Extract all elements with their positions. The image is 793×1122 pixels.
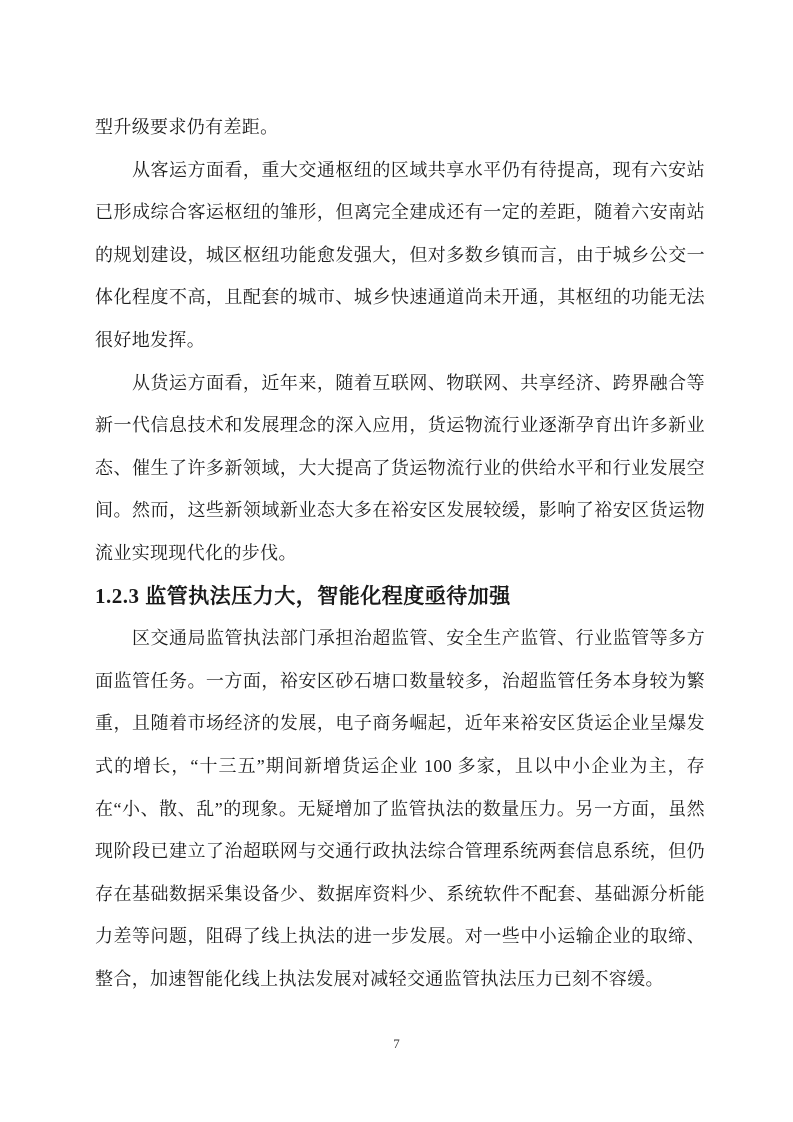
paragraph-freight-transport: 从货运方面看，近年来，随着互联网、物联网、共享经济、跨界融合等新一代信息技术和发展理念的深入应用，货运物流行业逐渐孕育出许多新业态、催生了许多新领域，大大提高了货运物流行业的供给水平和行业发展空间。然而，这些新领域新业态大多在裕安区发展较缓，影响了裕安区货运物流业实现现代化的步伐。 [95, 372, 705, 563]
paragraph-supervision-enforcement: 区交通局监管执法部门承担治超监管、安全生产监管、行业监管等多方面监管任务。一方面，裕安区砂石塘口数量较多，治超监管任务本身较为繁重，且随着市场经济的发展，电子商务崛起，近年来裕安区货运企业呈爆发式的增长，“十三五”期间新增货运企业 100 多家，且以中小企业为主，存在“小、散、乱”的现象。无疑增加了监管执法的数量压力。另一方面，虽然现阶段已建立了治超联网与交通行政执法综合管理系统两套信息系统，但仍存在基础数据采集设备少、数据库资料少、系统软件不配套、基础源分析能力差等问题，阻碍了线上执法的进一步发展。对一些中小运输企业的取缔、整合，加速智能化线上执法发展对减轻交通监管执法压力已刻不容缓。 [95, 628, 705, 989]
document-body [95, 106, 705, 1000]
section-heading-1-2-3: 1.2.3 监管执法压力大，智能化程度亟待加强 [95, 583, 511, 608]
paragraph-continuation: 型升级要求仍有差距。 [95, 117, 279, 137]
page-number: 7 [393, 1036, 400, 1051]
paragraph-passenger-transport: 从客运方面看，重大交通枢纽的区域共享水平仍有待提高，现有六安站已形成综合客运枢纽的雏形，但离完全建成还有一定的差距，随着六安南站的规划建设，城区枢纽功能愈发强大，但对多数乡镇而言，由于城乡公交一体化程度不高，且配套的城市、城乡快速通道尚未开通，其枢纽的功能无法很好地发挥。 [95, 159, 705, 350]
